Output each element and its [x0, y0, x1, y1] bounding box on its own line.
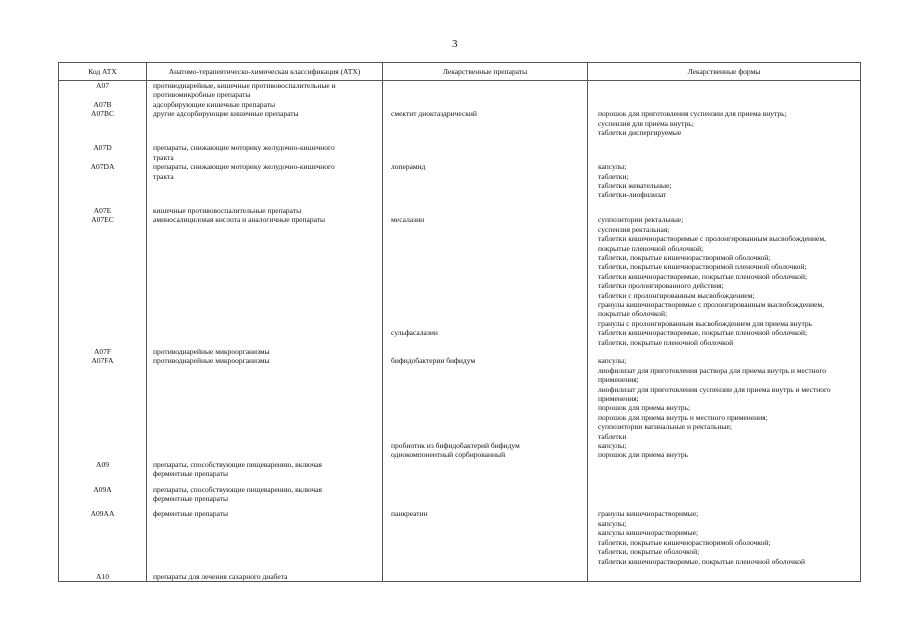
code-line: A07EC [91, 215, 114, 225]
code-line: A07 [96, 81, 109, 90]
form-line: покрытые пленочной оболочкой; [598, 243, 704, 253]
atc-line: препараты, снижающие моторику желудочно-кишечного [153, 162, 335, 172]
drug-cell [383, 572, 588, 582]
drug-cell [383, 441, 588, 460]
form-line: лиофилизат для приготовления раствора для приема внутрь и местного [598, 365, 827, 375]
code-cell [59, 356, 147, 441]
form-line: порошок для приема внутрь и местного применения; [598, 412, 768, 422]
code-cell [59, 215, 147, 328]
code-line: A07BC [91, 109, 114, 119]
atc-cell [147, 143, 383, 162]
code-cell [59, 109, 147, 137]
code-cell [59, 328, 147, 347]
form-line: капсулы; [598, 441, 627, 451]
form-line: покрытые оболочкой; [598, 309, 668, 319]
atc-cell [147, 100, 383, 109]
form-line: таблетки кишечнорастворимые с пролонгированным высвобождением, [598, 234, 827, 244]
atc-line: тракта [153, 152, 174, 162]
atc-table [58, 62, 861, 582]
code-line: A09A [93, 484, 112, 494]
code-cell [59, 441, 147, 460]
form-line: порошок для приема внутрь; [598, 403, 691, 413]
form-line: гранулы кишечнорастворимые; [598, 509, 699, 519]
atc-cell [147, 162, 383, 200]
form-line: суспензия ректальная; [598, 224, 670, 234]
code-cell [59, 347, 147, 356]
form-line: суппозитории ректальные; [598, 215, 684, 225]
atc-line: противомикробные препараты [153, 90, 251, 100]
table-row [59, 100, 861, 109]
form-line: таблетки диспергируемые [598, 128, 682, 138]
atc-line: аминосалициловая кислота и аналогичные препараты [153, 215, 326, 225]
drug-cell [383, 206, 588, 215]
table-row [59, 206, 861, 215]
page-number: 3 [452, 38, 458, 50]
atc-cell [147, 356, 383, 441]
code-cell [59, 81, 147, 100]
form-cell [588, 143, 861, 162]
drug-cell [383, 215, 588, 328]
form-line: капсулы; [598, 162, 627, 172]
code-cell [59, 143, 147, 162]
drug-cell [383, 100, 588, 109]
atc-line: препараты, способствующие пищеварению, включая [153, 484, 322, 494]
form-line: капсулы кишечнорастворимые; [598, 528, 699, 538]
table-row [59, 328, 861, 347]
code-cell [59, 572, 147, 582]
atc-cell [147, 109, 383, 137]
form-line: гранулы с пролонгированным высвобождением для приема внутрь [598, 318, 812, 328]
drug-cell [383, 109, 588, 137]
atc-cell [147, 460, 383, 479]
table-row [59, 162, 861, 200]
form-cell [588, 109, 861, 137]
table-row [59, 81, 861, 100]
form-line: лиофилизат для приготовления суспензии для приема внутрь и местного [598, 384, 831, 394]
code-line: A07B [93, 99, 112, 109]
table-row [59, 109, 861, 137]
atc-line: противодиарейные, кишечные противовоспалительные и [153, 81, 336, 90]
code-line: A07F [93, 346, 112, 356]
atc-line: препараты, способствующие пищеварению, включая [153, 459, 322, 469]
table-row [59, 509, 861, 565]
form-line: таблетки, покрытые кишечнорастворимой оболочкой; [598, 252, 771, 262]
form-cell [588, 572, 861, 582]
table-row [59, 143, 861, 162]
form-cell [588, 460, 861, 479]
code-cell [59, 206, 147, 215]
form-line: таблетки-лиофилизат [598, 190, 667, 200]
drug-line: пробиотик из бифидобактерий бифидум [391, 441, 520, 451]
form-line: гранулы кишечнорастворимые с пролонгированным высвобождением, [598, 299, 825, 309]
header-atc: Анатомо-терапевтическо-химическая классификация (АТХ) [147, 63, 383, 81]
drug-cell [383, 143, 588, 162]
atc-cell [147, 509, 383, 565]
code-cell [59, 485, 147, 504]
drug-cell [383, 81, 588, 100]
form-line: таблетки жевательные; [598, 181, 672, 191]
atc-line: адсорбирующие кишечные препараты [153, 99, 276, 109]
drug-cell [383, 509, 588, 565]
atc-cell [147, 206, 383, 215]
header-drugs: Лекарственные препараты [383, 63, 588, 81]
form-line: капсулы; [598, 356, 627, 366]
drug-cell [383, 328, 588, 347]
form-line: таблетки с пролонгированным высвобождением; [598, 290, 755, 300]
atc-cell [147, 485, 383, 504]
atc-line: ферментные препараты [153, 494, 229, 504]
form-cell [588, 100, 861, 109]
code-line: A07DA [90, 162, 115, 172]
header-forms: Лекарственные формы [588, 63, 861, 81]
form-line: таблетки кишечнорастворимые, покрытые пленочной оболочкой; [598, 328, 808, 338]
form-line: суспензия для приема внутрь; [598, 118, 694, 128]
table-row [59, 572, 861, 582]
drug-cell [383, 347, 588, 356]
table-row [59, 356, 861, 441]
form-line: таблетки; [598, 171, 629, 181]
atc-line: препараты для лечения сахарного диабета [153, 571, 288, 581]
form-cell [588, 356, 861, 441]
form-line: применения; [598, 394, 639, 403]
form-line: таблетки, покрытые оболочкой; [598, 547, 700, 557]
atc-line: противодиарейные микроорганизмы [153, 356, 270, 366]
form-cell [588, 347, 861, 356]
drug-line: однокомпонентный сорбированный [391, 450, 506, 460]
drug-cell [383, 485, 588, 504]
drug-line: смектит диоктаэдрический [391, 109, 477, 119]
form-cell [588, 485, 861, 504]
atc-line: препараты, снижающие моторику желудочно-кишечного [153, 143, 335, 153]
code-line: A10 [96, 571, 109, 581]
atc-cell [147, 81, 383, 100]
code-line: A09AA [90, 509, 115, 519]
table-row [59, 347, 861, 356]
code-line: A09 [96, 459, 109, 469]
form-cell [588, 509, 861, 565]
form-cell [588, 441, 861, 460]
atc-line: ферментные препараты [153, 509, 229, 519]
code-cell [59, 100, 147, 109]
form-line: таблетки кишечнорастворимые, покрытые пленочной оболочкой; [598, 271, 808, 281]
code-line: A07E [93, 205, 112, 215]
drug-cell [383, 162, 588, 200]
form-line: суппозитории вагинальные и ректальные; [598, 422, 732, 432]
atc-cell [147, 441, 383, 460]
form-line: таблетки, покрытые кишечнорастворимой оболочкой; [598, 537, 771, 547]
atc-cell [147, 328, 383, 347]
form-cell [588, 162, 861, 200]
drug-line: бифидобактерии бифидум [391, 356, 476, 366]
drug-line: панкреатин [391, 509, 428, 519]
atc-cell [147, 572, 383, 582]
form-cell [588, 328, 861, 347]
form-line: таблетки пролонгированного действия; [598, 281, 724, 291]
drug-cell [383, 356, 588, 441]
form-cell [588, 206, 861, 215]
form-line: порошок для приема внутрь [598, 450, 689, 460]
drug-line: лоперамид [391, 162, 426, 172]
form-line: таблетки кишечнорастворимые, покрытые пленочной оболочкой [598, 556, 805, 566]
form-cell [588, 81, 861, 100]
table-row [59, 215, 861, 328]
atc-cell [147, 347, 383, 356]
drug-line: месалазин [391, 215, 425, 225]
atc-line: противодиарейные микроорганизмы [153, 346, 270, 356]
code-cell [59, 460, 147, 479]
header-code: Код АТХ [59, 63, 147, 81]
code-cell [59, 509, 147, 565]
code-line: A07FA [91, 356, 114, 366]
code-cell [59, 162, 147, 200]
form-line: порошок для приготовления суспензии для приема внутрь; [598, 109, 787, 119]
form-line: таблетки [598, 431, 627, 441]
code-line: A07D [93, 143, 112, 153]
table-row [59, 485, 861, 504]
form-line: таблетки, покрытые кишечнорастворимой пленочной оболочкой; [598, 262, 807, 272]
table-header-row [59, 63, 861, 81]
form-line: применения; [598, 375, 639, 385]
form-line: капсулы; [598, 518, 627, 528]
atc-line: ферментные препараты [153, 469, 229, 479]
atc-line: тракта [153, 171, 174, 181]
form-cell [588, 215, 861, 328]
atc-line: другие адсорбирующие кишечные препараты [153, 109, 299, 119]
table-row [59, 460, 861, 479]
atc-cell [147, 215, 383, 328]
atc-line: кишечные противовоспалительные препараты [153, 205, 302, 215]
form-line: таблетки, покрытые пленочной оболочкой [598, 337, 734, 347]
table-row [59, 441, 861, 460]
table-body [59, 81, 861, 582]
drug-cell [383, 460, 588, 479]
drug-line: сульфасалазин [391, 328, 438, 338]
